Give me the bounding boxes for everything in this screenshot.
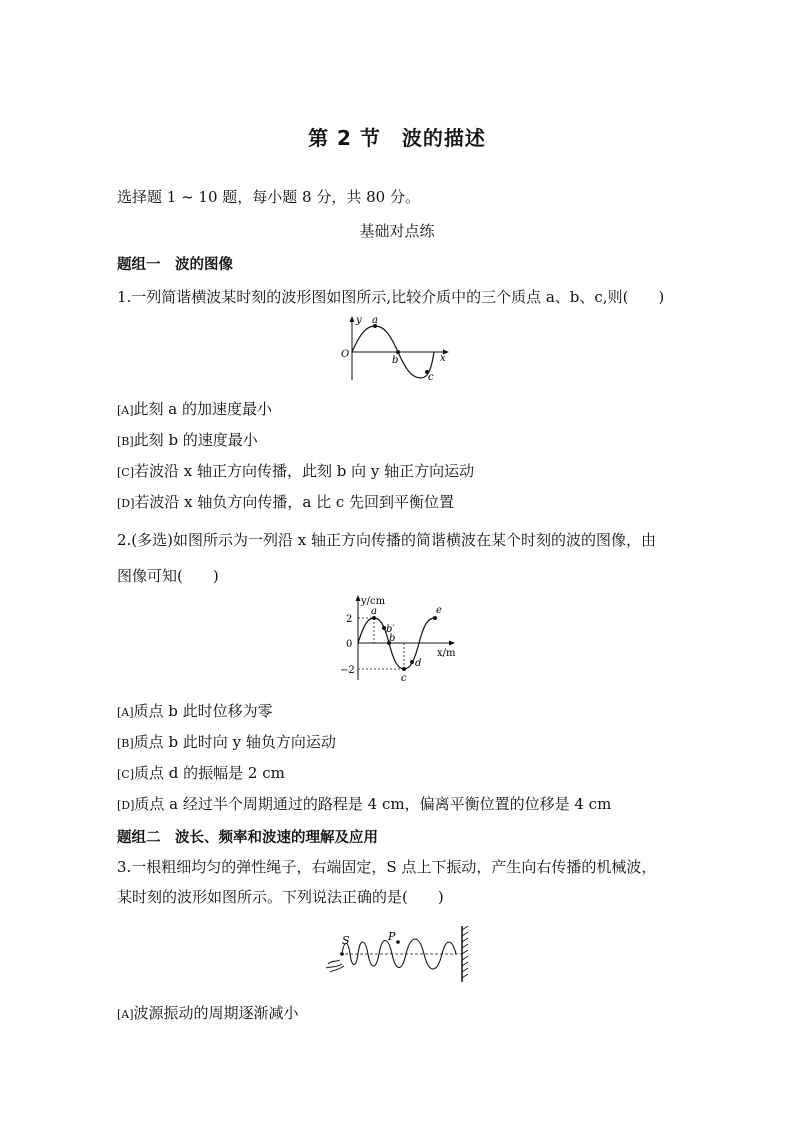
q2-option-a[interactable] <box>117 700 273 721</box>
option-label: [A] <box>117 1008 134 1021</box>
option-text: 此刻 a 的加速度最小 <box>133 400 273 418</box>
group-heading-1 <box>117 253 233 274</box>
option-label: [D] <box>117 497 135 510</box>
question-1-wave-figure <box>336 314 452 382</box>
tick-2: 2 <box>346 614 353 625</box>
q2-option-d[interactable] <box>117 793 611 814</box>
section-heading: 基础对点练 <box>359 222 435 240</box>
label-a: a <box>371 606 377 617</box>
x-label: x <box>440 353 446 364</box>
option-label: [B] <box>117 737 134 750</box>
point-d <box>410 660 414 664</box>
label-e: e <box>436 605 442 616</box>
group-heading-2 <box>117 826 378 847</box>
label-b: b <box>389 633 396 644</box>
question-1-stem: 1.一列简谐横波某时刻的波形图如图所示,比较介质中的三个质点 a、b、c,则( ) <box>117 288 665 306</box>
origin-label: O <box>341 349 350 360</box>
option-label: [C] <box>117 768 134 781</box>
option-label: [A] <box>117 706 134 719</box>
q1-option-b[interactable] <box>117 429 258 450</box>
point-e <box>433 616 437 620</box>
y-axis-arrow <box>356 595 361 601</box>
question-3-stem-line-1: 3.一根粗细均匀的弹性绳子，右端固定，S 点上下振动，产生向右传播的机械波， <box>117 858 657 876</box>
label-c: c <box>428 372 434 382</box>
point-p <box>396 940 400 944</box>
q1-option-a[interactable] <box>117 398 272 419</box>
q1-option-d[interactable] <box>117 491 454 512</box>
option-label: [D] <box>117 799 135 812</box>
y-axis-arrow <box>350 316 355 322</box>
x-axis-label: x/m <box>437 648 456 659</box>
option-text: 若波沿 x 轴负方向传播，a 比 c 先回到平衡位置 <box>134 493 455 511</box>
group-label: 题组二 <box>117 830 161 846</box>
hand-icon <box>326 960 344 972</box>
group-label: 题组一 <box>117 257 161 273</box>
rope-wave <box>342 939 456 969</box>
option-text: 波源振动的周期逐渐减小 <box>133 1004 299 1022</box>
q3-option-a[interactable] <box>117 1002 299 1023</box>
label-s: S <box>342 934 350 947</box>
group-name: 波的图像 <box>175 257 233 273</box>
option-label: [C] <box>117 466 134 479</box>
tick-0: 0 <box>346 639 353 650</box>
page-title: 第 2 节 波的描述 <box>308 126 486 150</box>
question-3-rope-figure <box>322 920 472 986</box>
y-axis-label: y/cm <box>361 596 386 607</box>
tick-minus-2: −2 <box>340 665 355 676</box>
intro-text: 选择题 1 ~ 10 题，每小题 8 分，共 80 分。 <box>117 188 420 206</box>
label-b-prime: b′ <box>386 624 395 635</box>
question-3-stem-line-2: 某时刻的波形如图所示。下列说法正确的是( ) <box>117 888 444 906</box>
option-text: 若波沿 x 轴正方向传播，此刻 b 向 y 轴正方向运动 <box>134 462 475 480</box>
wall-hatching <box>462 926 468 978</box>
question-2-stem-line-1: 2.(多选)如图所示为一列沿 x 轴正方向传播的简谐横波在某个时刻的波的图像，由 <box>117 531 657 549</box>
x-axis-arrow <box>449 641 455 646</box>
q2-option-b[interactable] <box>117 731 336 752</box>
q1-option-c[interactable] <box>117 460 474 481</box>
point-s <box>340 952 344 956</box>
label-c: c <box>401 673 407 682</box>
y-label: y <box>356 315 362 326</box>
label-a: a <box>372 315 378 326</box>
option-label: [B] <box>117 435 134 448</box>
option-text: 质点 a 经过半个周期通过的路程是 4 cm，偏离平衡位置的位移是 4 cm <box>134 795 612 813</box>
option-text: 质点 d 的振幅是 2 cm <box>134 764 285 782</box>
q2-option-c[interactable] <box>117 762 285 783</box>
label-d: d <box>415 658 422 669</box>
group-name: 波长、频率和波速的理解及应用 <box>175 830 378 846</box>
label-b: b <box>392 355 399 366</box>
option-text: 质点 b 此时位移为零 <box>133 702 273 720</box>
point-b <box>396 350 400 354</box>
question-2-wave-figure <box>334 592 464 682</box>
option-label: [A] <box>117 404 134 417</box>
question-2-stem-line-2: 图像可知( ) <box>117 567 219 585</box>
point-c <box>402 667 406 671</box>
option-text: 质点 b 此时向 y 轴负方向运动 <box>133 733 336 751</box>
option-text: 此刻 b 的速度最小 <box>133 431 258 449</box>
label-p: P <box>388 930 396 943</box>
